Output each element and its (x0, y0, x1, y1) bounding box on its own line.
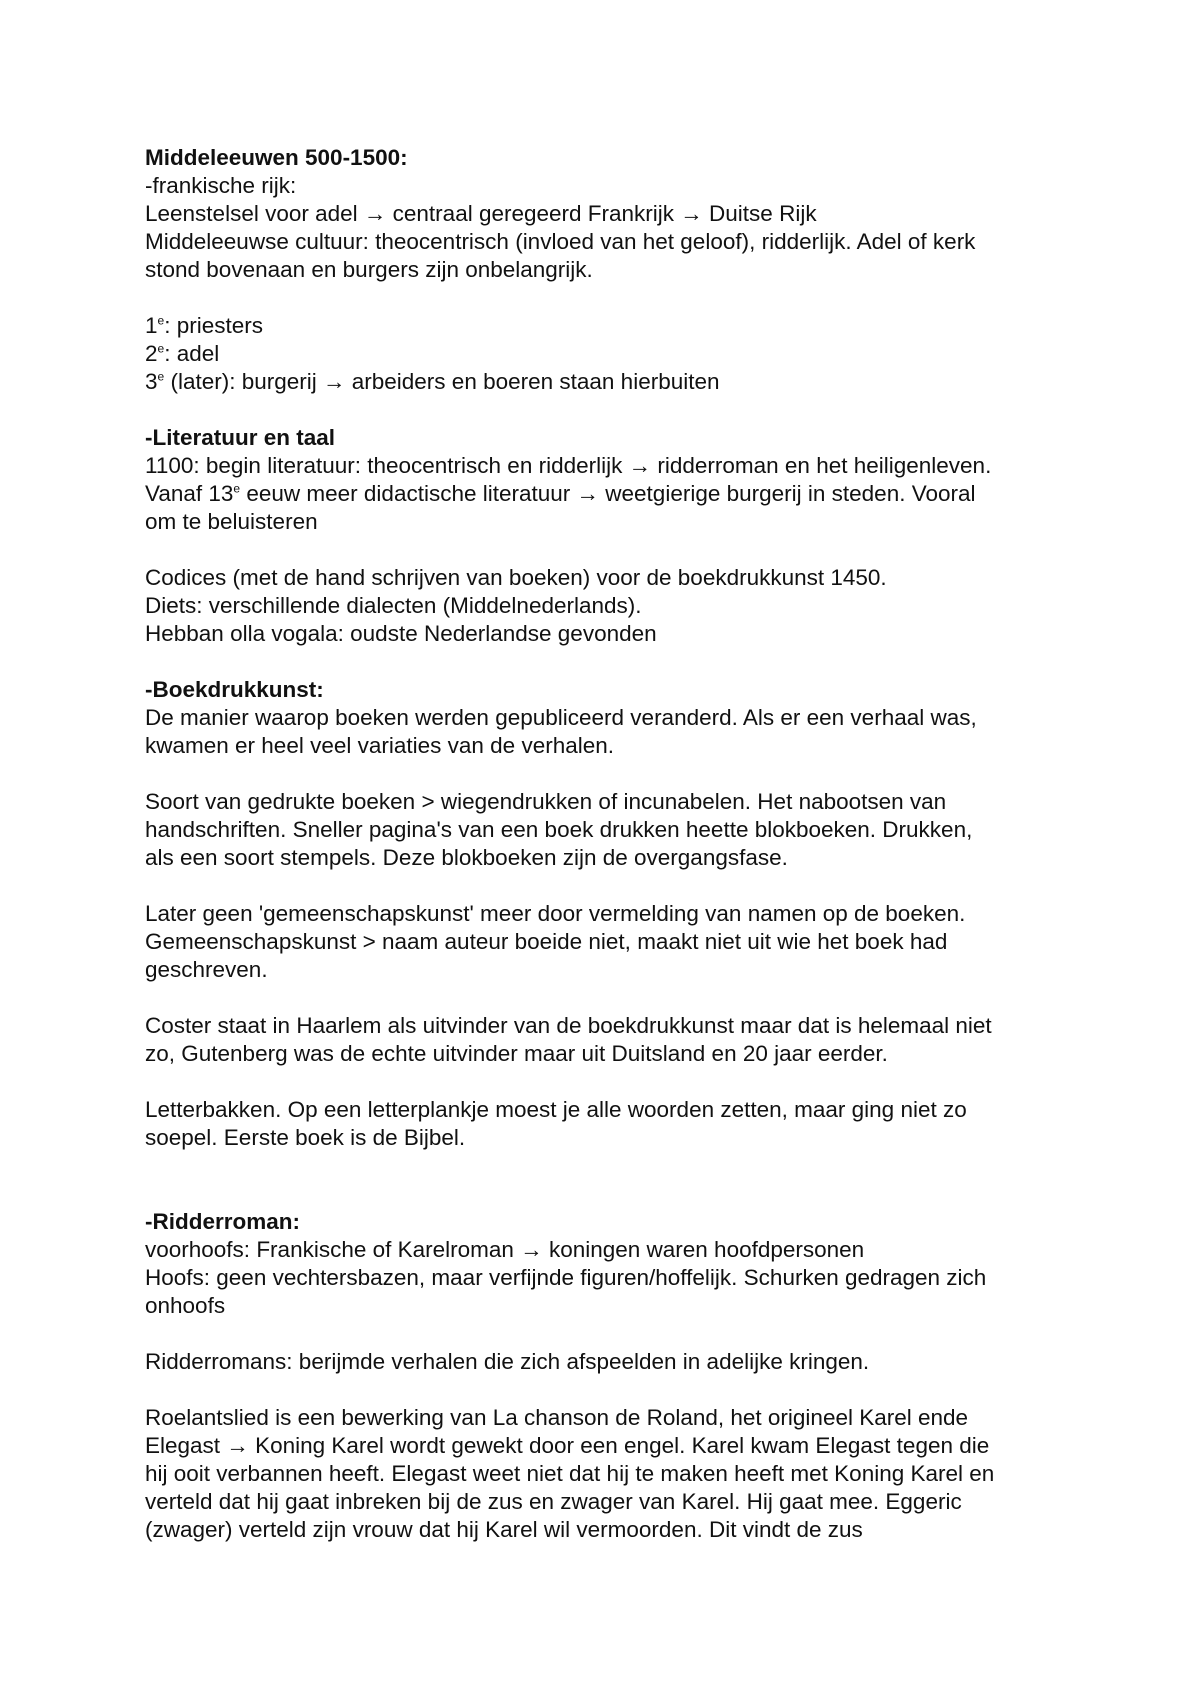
text-run: ridderroman en het heiligenleven. (651, 453, 992, 478)
heading-ridderroman: -Ridderroman: (145, 1209, 301, 1234)
text-line: geschreven. (145, 957, 268, 982)
text-line: Gemeenschapskunst > naam auteur boeide niet, maakt niet uit wie het boek had (145, 929, 948, 954)
text-run: eeuw meer didactische literatuur (240, 481, 577, 506)
arrow-icon: → (323, 369, 346, 394)
arrow-icon: → (576, 481, 600, 506)
text-line (145, 1432, 1085, 1460)
superscript: e (233, 481, 241, 496)
text-run: 3 (145, 369, 158, 394)
text-line: onhoofs (145, 1293, 226, 1318)
text-line (145, 480, 1085, 508)
text-run: : adel (164, 341, 220, 366)
text-line: Codices (met de hand schrijven van boeken) voor de boekdrukkunst 1450. (145, 565, 887, 590)
text-line: Letterbakken. Op een letterplankje moest je alle woorden zetten, maar ging niet zo (145, 1097, 967, 1122)
text-line: om te beluisteren (145, 509, 318, 534)
text-line: handschriften. Sneller pagina's van een boek drukken heette blokboeken. Drukken, (145, 817, 973, 842)
superscript: e (157, 369, 165, 384)
text-line: soepel. Eerste boek is de Bijbel. (145, 1125, 466, 1150)
text-line: Coster staat in Haarlem als uitvinder van de boekdrukkunst maar dat is helemaal niet (145, 1013, 992, 1038)
text-line: verteld dat hij gaat inbreken bij de zus en zwager van Karel. Hij gaat mee. Eggeric (145, 1489, 962, 1514)
text-line (145, 200, 1085, 228)
text-run: arbeiders en boeren staan hierbuiten (345, 369, 720, 394)
text-run: 1100: begin literatuur: theocentrisch en ridderlijk (145, 453, 629, 478)
text-line: hij ooit verbannen heeft. Elegast weet niet dat hij te maken heeft met Koning Karel en (145, 1461, 995, 1486)
text-line: kwamen er heel veel variaties van de verhalen. (145, 733, 615, 758)
text-line: (zwager) verteld zijn vrouw dat hij Karel wil vermoorden. Dit vindt de zus (145, 1517, 863, 1542)
rank-line-3 (145, 368, 1085, 396)
text-line: Hoofs: geen vechtersbazen, maar verfijnde figuren/hoffelijk. Schurken gedragen zich (145, 1265, 987, 1290)
text-line: Soort van gedrukte boeken > wiegendrukken of incunabelen. Het nabootsen van (145, 789, 947, 814)
text-line: stond bovenaan en burgers zijn onbelangrijk. (145, 257, 593, 282)
arrow-icon: → (363, 201, 387, 226)
text-run: weetgierige burgerij in steden. Vooral (599, 481, 976, 506)
text-run: (later): burgerij (164, 369, 323, 394)
arrow-icon: → (226, 1433, 249, 1458)
document-page (145, 144, 1085, 1544)
text-run: Koning Karel wordt gewekt door een engel. Karel kwam Elegast tegen die (248, 1433, 990, 1458)
rank-line-2 (145, 340, 1085, 368)
text-run: Vanaf 13 (145, 481, 234, 506)
text-run: voorhoofs: Frankische of Karelroman (145, 1237, 521, 1262)
text-line: Middeleeuwse cultuur: theocentrisch (invloed van het geloof), ridderlijk. Adel of kerk (145, 229, 976, 254)
heading-middeleeuwen: Middeleeuwen 500-1500: (145, 145, 408, 170)
text-line: Hebban olla vogala: oudste Nederlandse gevonden (145, 621, 657, 646)
text-run: : priesters (164, 313, 263, 338)
text-line: De manier waarop boeken werden gepubliceerd veranderd. Als er een verhaal was, (145, 705, 977, 730)
text-run: 1 (145, 313, 158, 338)
text-run: Duitse Rijk (702, 201, 817, 226)
rank-line-1 (145, 312, 1085, 340)
text-run: Leenstelsel voor adel (145, 201, 364, 226)
text-run: centraal geregeerd Frankrijk (386, 201, 681, 226)
arrow-icon: → (680, 201, 703, 226)
text-line: als een soort stempels. Deze blokboeken zijn de overgangsfase. (145, 845, 788, 870)
text-line: Ridderromans: berijmde verhalen die zich afspeelden in adelijke kringen. (145, 1349, 870, 1374)
text-run: 2 (145, 341, 158, 366)
arrow-icon: → (520, 1237, 543, 1262)
text-line: zo, Gutenberg was de echte uitvinder maar uit Duitsland en 20 jaar eerder. (145, 1041, 888, 1066)
text-line: Roelantslied is een bewerking van La chanson de Roland, het origineel Karel ende (145, 1405, 969, 1430)
superscript: e (157, 313, 165, 328)
heading-literatuur: -Literatuur en taal (145, 425, 336, 450)
text-line (145, 1236, 1085, 1264)
text-run: koningen waren hoofdpersonen (542, 1237, 865, 1262)
text-line: Diets: verschillende dialecten (Middelnederlands). (145, 593, 642, 618)
text-run: Elegast (145, 1433, 227, 1458)
superscript: e (157, 341, 165, 356)
heading-boekdrukkunst: -Boekdrukkunst: (145, 677, 324, 702)
text-line: Later geen 'gemeenschapskunst' meer door vermelding van namen op de boeken. (145, 901, 966, 926)
arrow-icon: → (628, 453, 652, 478)
text-line: -frankische rijk: (145, 173, 297, 198)
text-line (145, 452, 1085, 480)
